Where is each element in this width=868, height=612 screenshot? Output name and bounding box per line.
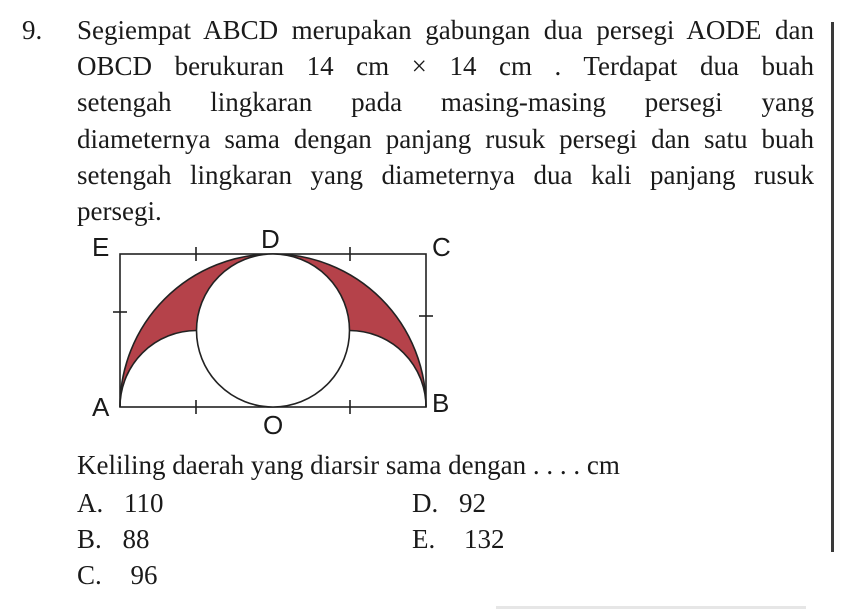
question-line-4: diameternya sama dengan panjang rusuk persegi dan satu buah	[77, 123, 814, 154]
option-d-letter: D.	[412, 488, 439, 518]
option-b[interactable]	[77, 521, 150, 557]
label-c: C	[432, 232, 451, 262]
option-c-letter: C.	[77, 560, 102, 590]
question-line-1: Segiempat ABCD merupakan gabungan dua persegi AODE dan	[77, 15, 814, 45]
option-a[interactable]	[77, 485, 164, 521]
question-line-6: persegi.	[77, 196, 162, 227]
geometry-figure-svg	[80, 226, 480, 438]
option-c-value: 96	[130, 560, 158, 590]
question-text	[77, 12, 814, 229]
label-d: D	[261, 226, 280, 254]
geometry-figure	[80, 226, 480, 438]
label-a: A	[92, 392, 110, 422]
label-o: O	[263, 410, 284, 438]
label-b: B	[432, 388, 450, 418]
label-e: E	[92, 232, 110, 262]
option-c[interactable]	[77, 557, 158, 593]
option-e-letter: E.	[412, 524, 436, 554]
option-a-value: 110	[124, 488, 164, 518]
option-a-letter: A.	[77, 488, 104, 518]
option-e[interactable]	[412, 521, 505, 557]
question-line-2: OBCD berukuran 14 cm × 14 cm . Terdapat dua buah	[77, 51, 814, 82]
option-e-value: 132	[464, 524, 505, 554]
right-margin-rule	[831, 22, 834, 552]
question-prompt: Keliling daerah yang diarsir sama dengan . . . . cm	[77, 450, 620, 480]
option-d-value: 92	[459, 488, 486, 518]
question-number: 9.	[22, 15, 43, 45]
question-line-5: setengah lingkaran yang diameternya dua kali panjang rusuk	[77, 159, 814, 190]
option-d[interactable]	[412, 485, 486, 521]
option-b-letter: B.	[77, 524, 102, 554]
option-b-value: 88	[122, 524, 150, 554]
centre-circle	[197, 254, 350, 407]
question-line-3: setengah lingkaran pada masing-masing persegi yang	[77, 87, 814, 118]
bottom-margin-rule	[496, 606, 806, 609]
